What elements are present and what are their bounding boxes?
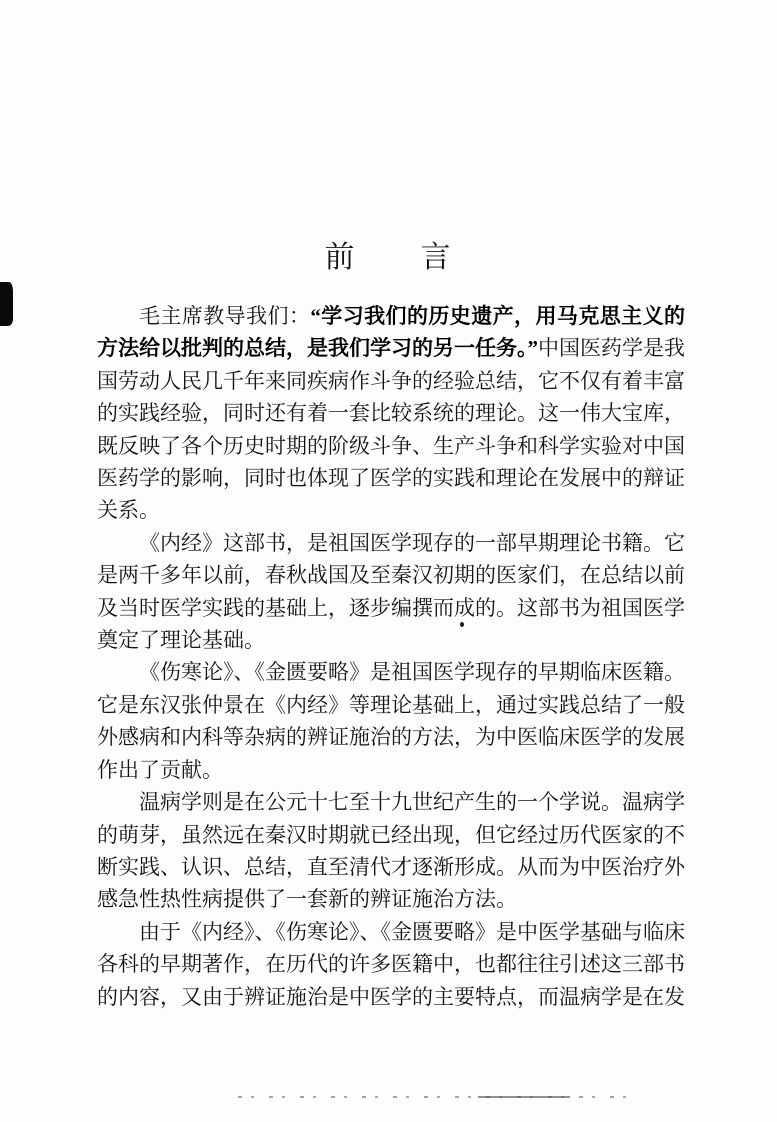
preface-body xyxy=(97,300,685,1013)
scan-page-edge-artifact-dash xyxy=(478,1096,570,1098)
page-title: 前 言 xyxy=(324,241,453,275)
scan-page-edge-artifact xyxy=(238,1096,638,1098)
scan-ink-blob xyxy=(0,282,13,326)
paragraph: 《内经》这部书，是祖国医学现存的一部早期理论书籍。它是两千多年以前，春秋战国及至秦汉初期的医家们，在总结以前及当时医学实践的基础上，逐步编撰而成的。这部书为祖国医学奠定了理论基础。 xyxy=(97,530,685,653)
mao-quote-text: “学习我们的历史遗产，用马克思主义的方法给以批判的总结，是我们学习的另一任务。” xyxy=(97,304,685,361)
paragraph xyxy=(97,300,685,527)
scan-speck xyxy=(460,622,464,627)
paragraph: 由于《内经》、《伤寒论》、《金匮要略》是中医学基础与临床各科的早期著作，在历代的许多医籍中，也都往往引述这三部书的内容，又由于辨证施治是中医学的主要特点，而温病学是在发 xyxy=(97,919,685,1009)
paragraph-rest-text: 中国医药学是我国劳动人民几千年来同疾病作斗争的经验总结，它不仅有着丰富的实践经验，同时还有着一套比较系统的理论。这一伟大宝库，既反映了各个历史时期的阶级斗争、生产斗争和科学实验对中国医药学的影响，同时也体现了医学的实践和理论在发展中的辩证关系。 xyxy=(97,336,685,523)
paragraph: 《伤寒论》、《金匮要略》是祖国医学现存的早期临床医籍。它是东汉张仲景在《内经》等理论基础上，通过实践总结了一般外感病和内科等杂病的辨证施治的方法，为中医临床医学的发展作出了贡献。 xyxy=(97,660,685,782)
paragraph: 温病学则是在公元十七至十九世纪产生的一个学说。温病学的萌芽，虽然远在秦汉时期就已经出现，但它经过历代医家的不断实践、认识、总结，直至清代才逐渐形成。从而为中医治疗外感急性热性病提供了一套新的辨证施治方法。 xyxy=(97,790,685,912)
paragraph-lead-text: 毛主席教导我们： xyxy=(139,304,311,328)
